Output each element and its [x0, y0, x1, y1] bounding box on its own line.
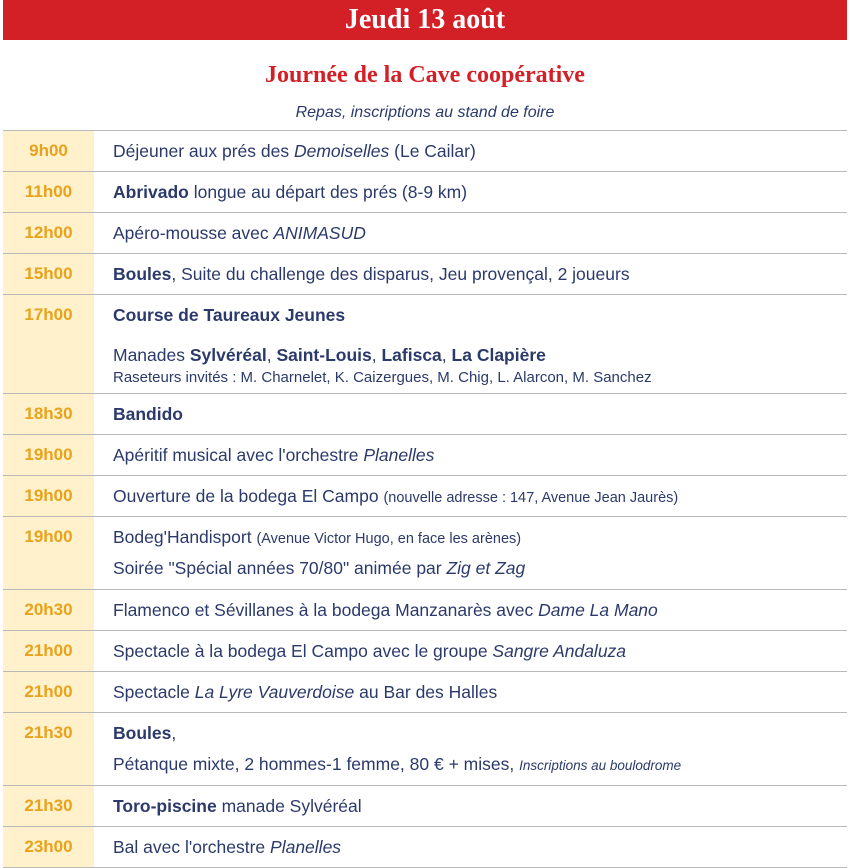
event-text: (nouvelle adresse : 147, Avenue Jean Jaurès): [383, 490, 679, 506]
event-description: [113, 827, 847, 867]
page-title: Jeudi 13 août: [344, 4, 506, 35]
event-description: [113, 713, 847, 753]
time-cell: [3, 254, 94, 294]
event-description: [113, 476, 847, 516]
time-cell: [3, 631, 94, 671]
event-text: ,: [171, 723, 177, 743]
event-time: 17h00: [24, 305, 73, 324]
time-cell: [3, 213, 94, 253]
schedule-row: [3, 516, 847, 589]
time-cell: [3, 672, 94, 712]
event-text: Bal avec l'orchestre: [113, 837, 271, 857]
event-text: Ouverture de la bodega El Campo: [113, 486, 384, 506]
event-text: Déjeuner aux prés des: [113, 141, 294, 161]
schedule-row: [3, 671, 847, 712]
time-cell: [3, 786, 94, 826]
event-description: [113, 254, 847, 294]
event-time: 21h00: [24, 641, 73, 660]
event-text: manade Sylvéréal: [216, 796, 362, 816]
event-text: Zig et Zag: [446, 558, 526, 578]
event-time: 12h00: [24, 223, 73, 242]
event-text: Spectacle: [113, 682, 195, 702]
event-text: Apéro-mousse avec: [113, 223, 274, 243]
event-text: Dame La Mano: [538, 600, 658, 620]
event-text: Bodeg'Handisport: [113, 527, 257, 547]
time-cell: [3, 394, 94, 434]
schedule-table: [3, 130, 847, 868]
event-time: 21h30: [24, 796, 73, 815]
event-description: [113, 435, 847, 475]
schedule-row: [3, 589, 847, 630]
event-text: ,: [441, 345, 452, 365]
event-description: [113, 631, 847, 671]
event-text: ,: [266, 345, 277, 365]
schedule-row: [3, 785, 847, 826]
schedule-row: [3, 826, 847, 868]
event-description: [113, 172, 847, 212]
event-text: Course de Taureaux Jeunes: [113, 305, 346, 325]
event-text: La Lyre Vauverdoise: [194, 682, 355, 702]
time-cell: [3, 590, 94, 630]
time-cell: [3, 517, 94, 589]
event-text: (Avenue Victor Hugo, en face les arènes): [256, 531, 522, 547]
schedule-row: [3, 171, 847, 212]
event-subtitle: Journée de la Cave coopérative: [265, 62, 585, 88]
schedule-row: [3, 294, 847, 393]
event-text: Sangre Andaluza: [492, 641, 627, 661]
event-text: Planelles: [363, 445, 435, 465]
event-description: [113, 213, 847, 253]
schedule-row: [3, 130, 847, 171]
time-cell: [3, 131, 94, 171]
event-text: Apéritif musical avec l'orchestre: [113, 445, 364, 465]
event-time: 18h30: [24, 404, 73, 423]
event-text: La Clapière: [451, 345, 546, 365]
event-text: Saint-Louis: [276, 345, 372, 365]
event-text: ANIMASUD: [273, 223, 366, 243]
time-cell: [3, 713, 94, 785]
time-cell: [3, 172, 94, 212]
time-cell: [3, 435, 94, 475]
event-text: Manades: [113, 345, 190, 365]
event-text: Sylvéréal: [189, 345, 267, 365]
schedule-row: [3, 630, 847, 671]
event-text: au Bar des Halles: [354, 682, 498, 702]
event-text: Flamenco et Sévillanes à la bodega Manzanarès avec: [113, 600, 539, 620]
event-time: 21h30: [24, 723, 73, 742]
event-text: (Le Cailar): [389, 141, 476, 161]
event-description: [113, 786, 847, 826]
schedule-row: [3, 712, 847, 785]
event-time: 23h00: [24, 837, 73, 856]
event-time: 19h00: [24, 486, 73, 505]
time-cell: [3, 476, 94, 516]
event-description: [113, 672, 847, 712]
event-time: 20h30: [24, 600, 73, 619]
schedule-row: [3, 253, 847, 294]
event-text: Soirée "Spécial années 70/80" animée par: [113, 558, 447, 578]
event-time: 15h00: [24, 264, 73, 283]
event-text: , Suite du challenge des disparus, Jeu provençal, 2 joueurs: [171, 264, 630, 284]
event-time: 11h00: [24, 182, 73, 201]
event-text: Raseteurs invités : M. Charnelet, K. Caizergues, M. Chig, L. Alarcon, M. Sanchez: [113, 369, 652, 386]
event-text: Toro-piscine: [113, 796, 217, 816]
event-time: 21h00: [24, 682, 73, 701]
event-text: longue au départ des prés (8-9 km): [188, 182, 468, 202]
event-text: Lafisca: [381, 345, 442, 365]
event-text: ,: [371, 345, 382, 365]
event-text: Boules: [113, 723, 172, 743]
schedule-row: [3, 393, 847, 434]
event-text: Bandido: [113, 404, 183, 424]
event-text: Pétanque mixte, 2 hommes-1 femme, 80 € + mises,: [113, 754, 520, 774]
event-note: Repas, inscriptions au stand de foire: [295, 104, 555, 121]
schedule-row: [3, 434, 847, 475]
event-text: Abrivado: [113, 182, 189, 202]
event-description: [113, 131, 847, 171]
time-cell: [3, 295, 94, 393]
event-description: [113, 749, 847, 785]
event-description: [113, 367, 847, 393]
page-header: [3, 0, 847, 40]
event-time: 19h00: [24, 445, 73, 464]
schedule-row: [3, 475, 847, 516]
time-cell: [3, 827, 94, 867]
event-text: Inscriptions au boulodrome: [519, 758, 682, 773]
event-time: 9h00: [29, 141, 68, 160]
event-time: 19h00: [24, 527, 73, 546]
event-description: [113, 295, 847, 335]
event-text: Spectacle à la bodega El Campo avec le groupe: [113, 641, 493, 661]
event-text: Demoiselles: [293, 141, 390, 161]
event-text: Planelles: [270, 837, 342, 857]
event-description: [113, 590, 847, 630]
schedule-row: [3, 212, 847, 253]
event-description: [113, 517, 847, 557]
event-description: [113, 394, 847, 434]
event-description: [113, 553, 847, 589]
event-text: Boules: [113, 264, 172, 284]
